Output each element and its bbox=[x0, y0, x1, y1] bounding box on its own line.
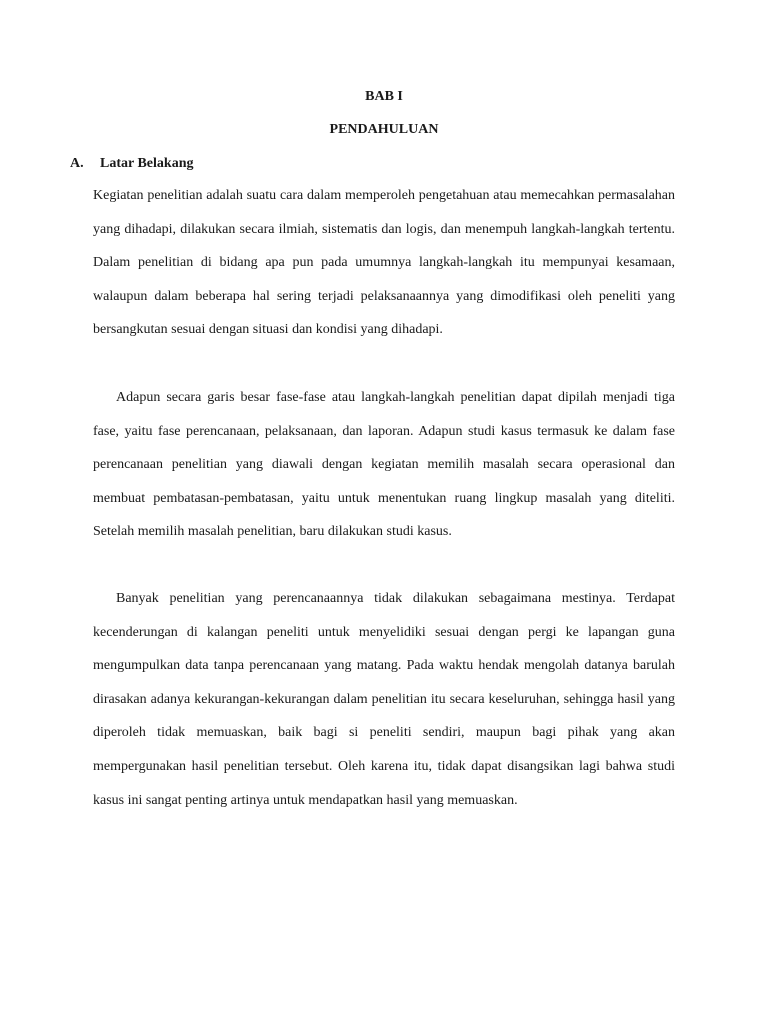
section-heading bbox=[70, 155, 193, 173]
paragraph-text: Banyak penelitian yang perencanaannya tidak dilakukan sebagaimana mestinya. Terdapat kecenderungan di kalangan peneliti untuk menyelidiki sesuai dengan pergi ke lapangan guna mengumpulkan data tanpa perencanaan yang matang. Pada waktu hendak mengolah datanya barulah dirasakan adanya kekurangan-kekurangan dalam penelitian itu secara keseluruhan, sehingga hasil yang diperoleh tidak memuaskan, baik bagi si peneliti sendiri, maupun bagi pihak yang akan mempergunakan hasil penelitian tersebut. Oleh karena itu, tidak dapat disangsikan lagi bahwa studi kasus ini sangat penting artinya untuk mendapatkan hasil yang memuaskan. bbox=[93, 591, 675, 808]
paragraph-2 bbox=[93, 381, 675, 549]
paragraph-text: Adapun secara garis besar fase-fase atau langkah-langkah penelitian dapat dipilah menjadi tiga fase, yaitu fase perencanaan, pelaksanaan, dan laporan. Adapun studi kasus termasuk ke dalam fase perencanaan penelitian yang diawali dengan kegiatan memilih masalah secara operasional dan membuat pembatasan-pembatasan, yaitu untuk menentukan ruang lingkup masalah yang diteliti. Setelah memilih masalah penelitian, baru dilakukan studi kasus. bbox=[93, 390, 675, 540]
section-marker: A. bbox=[70, 156, 84, 171]
paragraph-3 bbox=[93, 582, 675, 817]
chapter-label: BAB I bbox=[365, 89, 403, 104]
paragraph-text: Kegiatan penelitian adalah suatu cara dalam memperoleh pengetahuan atau memecahkan permasalahan yang dihadapi, dilakukan secara ilmiah, sistematis dan logis, dan menempuh langkah-langkah tertentu. Dalam penelitian di bidang apa pun pada umumnya langkah-langkah itu mempunyai kesamaan, walaupun dalam beberapa hal sering terjadi pelaksanaannya yang dimodifikasi oleh peneliti yang bersangkutan sesuai dengan situasi dan kondisi yang dihadapi. bbox=[93, 188, 675, 338]
chapter-title: PENDAHULUAN bbox=[329, 122, 439, 137]
paragraph-1 bbox=[93, 179, 675, 347]
section-title: Latar Belakang bbox=[100, 156, 194, 171]
